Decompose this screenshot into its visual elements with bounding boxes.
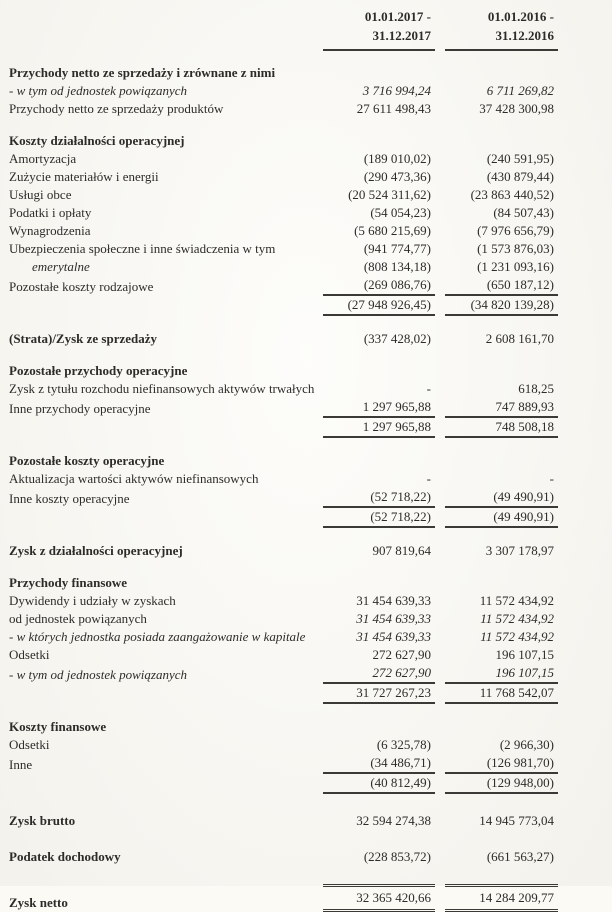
value-2017: - [426,381,431,396]
statement-row [0,132,612,150]
value-2016: 11 572 434,92 [480,611,554,626]
row-label: Aktualizacja wartości aktywów niefinansowych [9,471,259,486]
statement-row [0,64,612,82]
value-2016: (1 231 093,16) [477,259,554,274]
statement-row [0,276,612,296]
value-2016: (129 948,00) [445,774,558,794]
value-2017: (27 948 926,45) [323,296,435,316]
value-2016: (23 863 440,52) [470,187,554,202]
value-2017: 3 716 994,24 [362,83,431,98]
statement-row [0,884,612,912]
value-2016: (661 563,27) [486,849,554,864]
row-label: (Strata)/Zysk ze sprzedaży [9,331,158,346]
row-label: od jednostek powiązanych [9,611,147,626]
period-2017-header [323,7,435,51]
statement-row [0,330,612,348]
statement-row [0,718,612,736]
statement-row [0,204,612,222]
row-label: Pozostałe koszty operacyjne [9,453,165,468]
value-2016: (49 490,91) [445,508,558,528]
value-2017: (52 718,22) [323,508,435,528]
row-label: Inne przychody operacyjne [9,401,151,416]
statement-row [0,628,612,646]
statement-row [0,508,612,528]
value-2016: (2 966,30) [499,737,554,752]
value-2016: 11 768 542,07 [445,684,558,704]
value-2017: 31 454 639,33 [356,593,431,608]
value-2017: - [426,471,431,486]
statement-rows [0,64,612,912]
row-label: Dywidendy i udziały w zyskach [9,593,176,608]
value-2016: 2 608 161,70 [485,331,554,346]
statement-row [0,150,612,168]
value-2016: 748 508,18 [445,418,558,438]
value-2017: 32 594 274,38 [356,813,431,828]
row-label: - w tym od jednostek powiązanych [9,667,187,682]
statement-row [0,470,612,488]
value-2017: 1 297 965,88 [323,418,435,438]
period-2017-line2: 31.12.2017 [372,28,431,43]
value-2016: 37 428 300,98 [479,101,554,116]
statement-row [0,610,612,628]
row-label: Amortyzacja [9,151,77,166]
statement-row [0,168,612,186]
value-2016: 11 572 434,92 [479,593,554,608]
value-2016: (34 820 139,28) [445,296,558,316]
statement-row [0,398,612,418]
value-2017: (269 086,76) [323,276,435,296]
value-2017: (808 134,18) [363,259,431,274]
value-2016: (430 879,44) [486,169,554,184]
value-2017: 27 611 498,43 [356,101,431,116]
row-label: Pozostałe przychody operacyjne [9,363,188,378]
value-2017: (6 325,78) [376,737,431,752]
value-2017: (337 428,02) [363,331,431,346]
period-2016-line1: 01.01.2016 - [487,9,554,24]
value-2017: 1 297 965,88 [323,398,435,418]
statement-row [0,812,612,830]
row-label: Zysk z działalności operacyjnej [9,543,183,558]
value-2016: (84 507,43) [493,205,554,220]
statement-row [0,296,612,316]
statement-row [0,736,612,754]
statement-row [0,82,612,100]
value-2017: (5 680 215,69) [354,223,431,238]
value-2017: (290 473,36) [363,169,431,184]
value-2016: 196 107,15 [495,647,554,662]
row-label: Wynagrodzenia [9,223,91,238]
row-label: - w których jednostka posiada zaangażowanie w kapitale [9,629,306,644]
statement-row [0,418,612,438]
value-2016: 11 572 434,92 [480,629,554,644]
value-2016: (49 490,91) [445,488,558,508]
row-label: Pozostałe koszty rodzajowe [9,279,154,294]
value-2016: (7 976 656,79) [477,223,554,238]
row-label: Usługi obce [9,187,72,202]
statement-row [0,258,612,276]
period-2016-header [445,7,558,51]
value-2016: 618,25 [518,381,554,396]
row-label: Koszty finansowe [9,719,107,734]
row-label: Koszty działalności operacyjnej [9,133,185,148]
period-2016-line2: 31.12.2016 [495,28,554,43]
value-2016: 6 711 269,82 [486,83,554,98]
value-2017: (34 486,71) [323,754,435,774]
statement-row [0,186,612,204]
statement-row [0,754,612,774]
row-label: Inne [9,757,33,772]
row-label: Zysk brutto [9,813,76,828]
row-label: - w tym od jednostek powiązanych [9,83,187,98]
row-label: emerytalne [32,259,90,274]
row-label: Zużycie materiałów i energii [9,169,159,184]
value-2016: - [549,471,554,486]
statement-row [0,380,612,398]
value-2016: (126 981,70) [445,754,558,774]
statement-row [0,240,612,258]
value-2017: 272 627,90 [323,664,435,684]
row-label: Inne koszty operacyjne [9,491,130,506]
value-2017: (941 774,77) [363,241,431,256]
value-2017: 31 454 639,33 [356,611,431,626]
value-2017: (20 524 311,62) [348,187,431,202]
value-2017: 272 627,90 [372,647,431,662]
value-2016: (240 591,95) [486,151,554,166]
row-label: Ubezpieczenia społeczne i inne świadczenia w tym [9,241,276,256]
value-2017: (54 054,23) [370,205,431,220]
value-2017: 31 727 267,23 [323,684,435,704]
statement-row [0,452,612,470]
row-label: Podatek dochodowy [9,849,121,864]
row-label: Odsetki [9,737,50,752]
row-label: Odsetki [9,647,50,662]
statement-row [0,664,612,684]
value-2016: 3 307 178,97 [485,543,554,558]
statement-row [0,488,612,508]
row-label: Przychody netto ze sprzedaży i zrównane z nimi [9,65,276,80]
statement-row [0,684,612,704]
value-2017: (40 812,49) [323,774,435,794]
value-2017: 907 819,64 [372,543,431,558]
statement-row [0,646,612,664]
statement-row [0,592,612,610]
value-2017: 32 365 420,66 [323,884,435,912]
value-2016: 196 107,15 [445,664,558,684]
statement-row [0,848,612,866]
row-label: Przychody netto ze sprzedaży produktów [9,101,224,116]
value-2016: 747 889,93 [445,398,558,418]
value-2016: 14 945 773,04 [479,813,554,828]
value-2016: (650 187,12) [445,276,558,296]
value-2017: (52 718,22) [323,488,435,508]
period-2017-line1: 01.01.2017 - [364,9,431,24]
row-label: Podatki i opłaty [9,205,92,220]
value-2016: 14 284 209,77 [445,884,558,912]
value-2016: (1 573 876,03) [477,241,554,256]
period-columns-header [0,7,612,51]
row-label: Zysk z tytułu rozchodu niefinansowych aktywów trwałych [9,381,315,396]
statement-row [0,774,612,794]
statement-row [0,574,612,592]
value-2017: (228 853,72) [363,849,431,864]
row-label: Przychody finansowe [9,575,128,590]
row-label: Zysk netto [9,895,68,910]
value-2017: 31 454 639,33 [356,629,431,644]
statement-row [0,362,612,380]
value-2017: (189 010,02) [363,151,431,166]
statement-row [0,542,612,560]
statement-row [0,222,612,240]
statement-row [0,100,612,118]
